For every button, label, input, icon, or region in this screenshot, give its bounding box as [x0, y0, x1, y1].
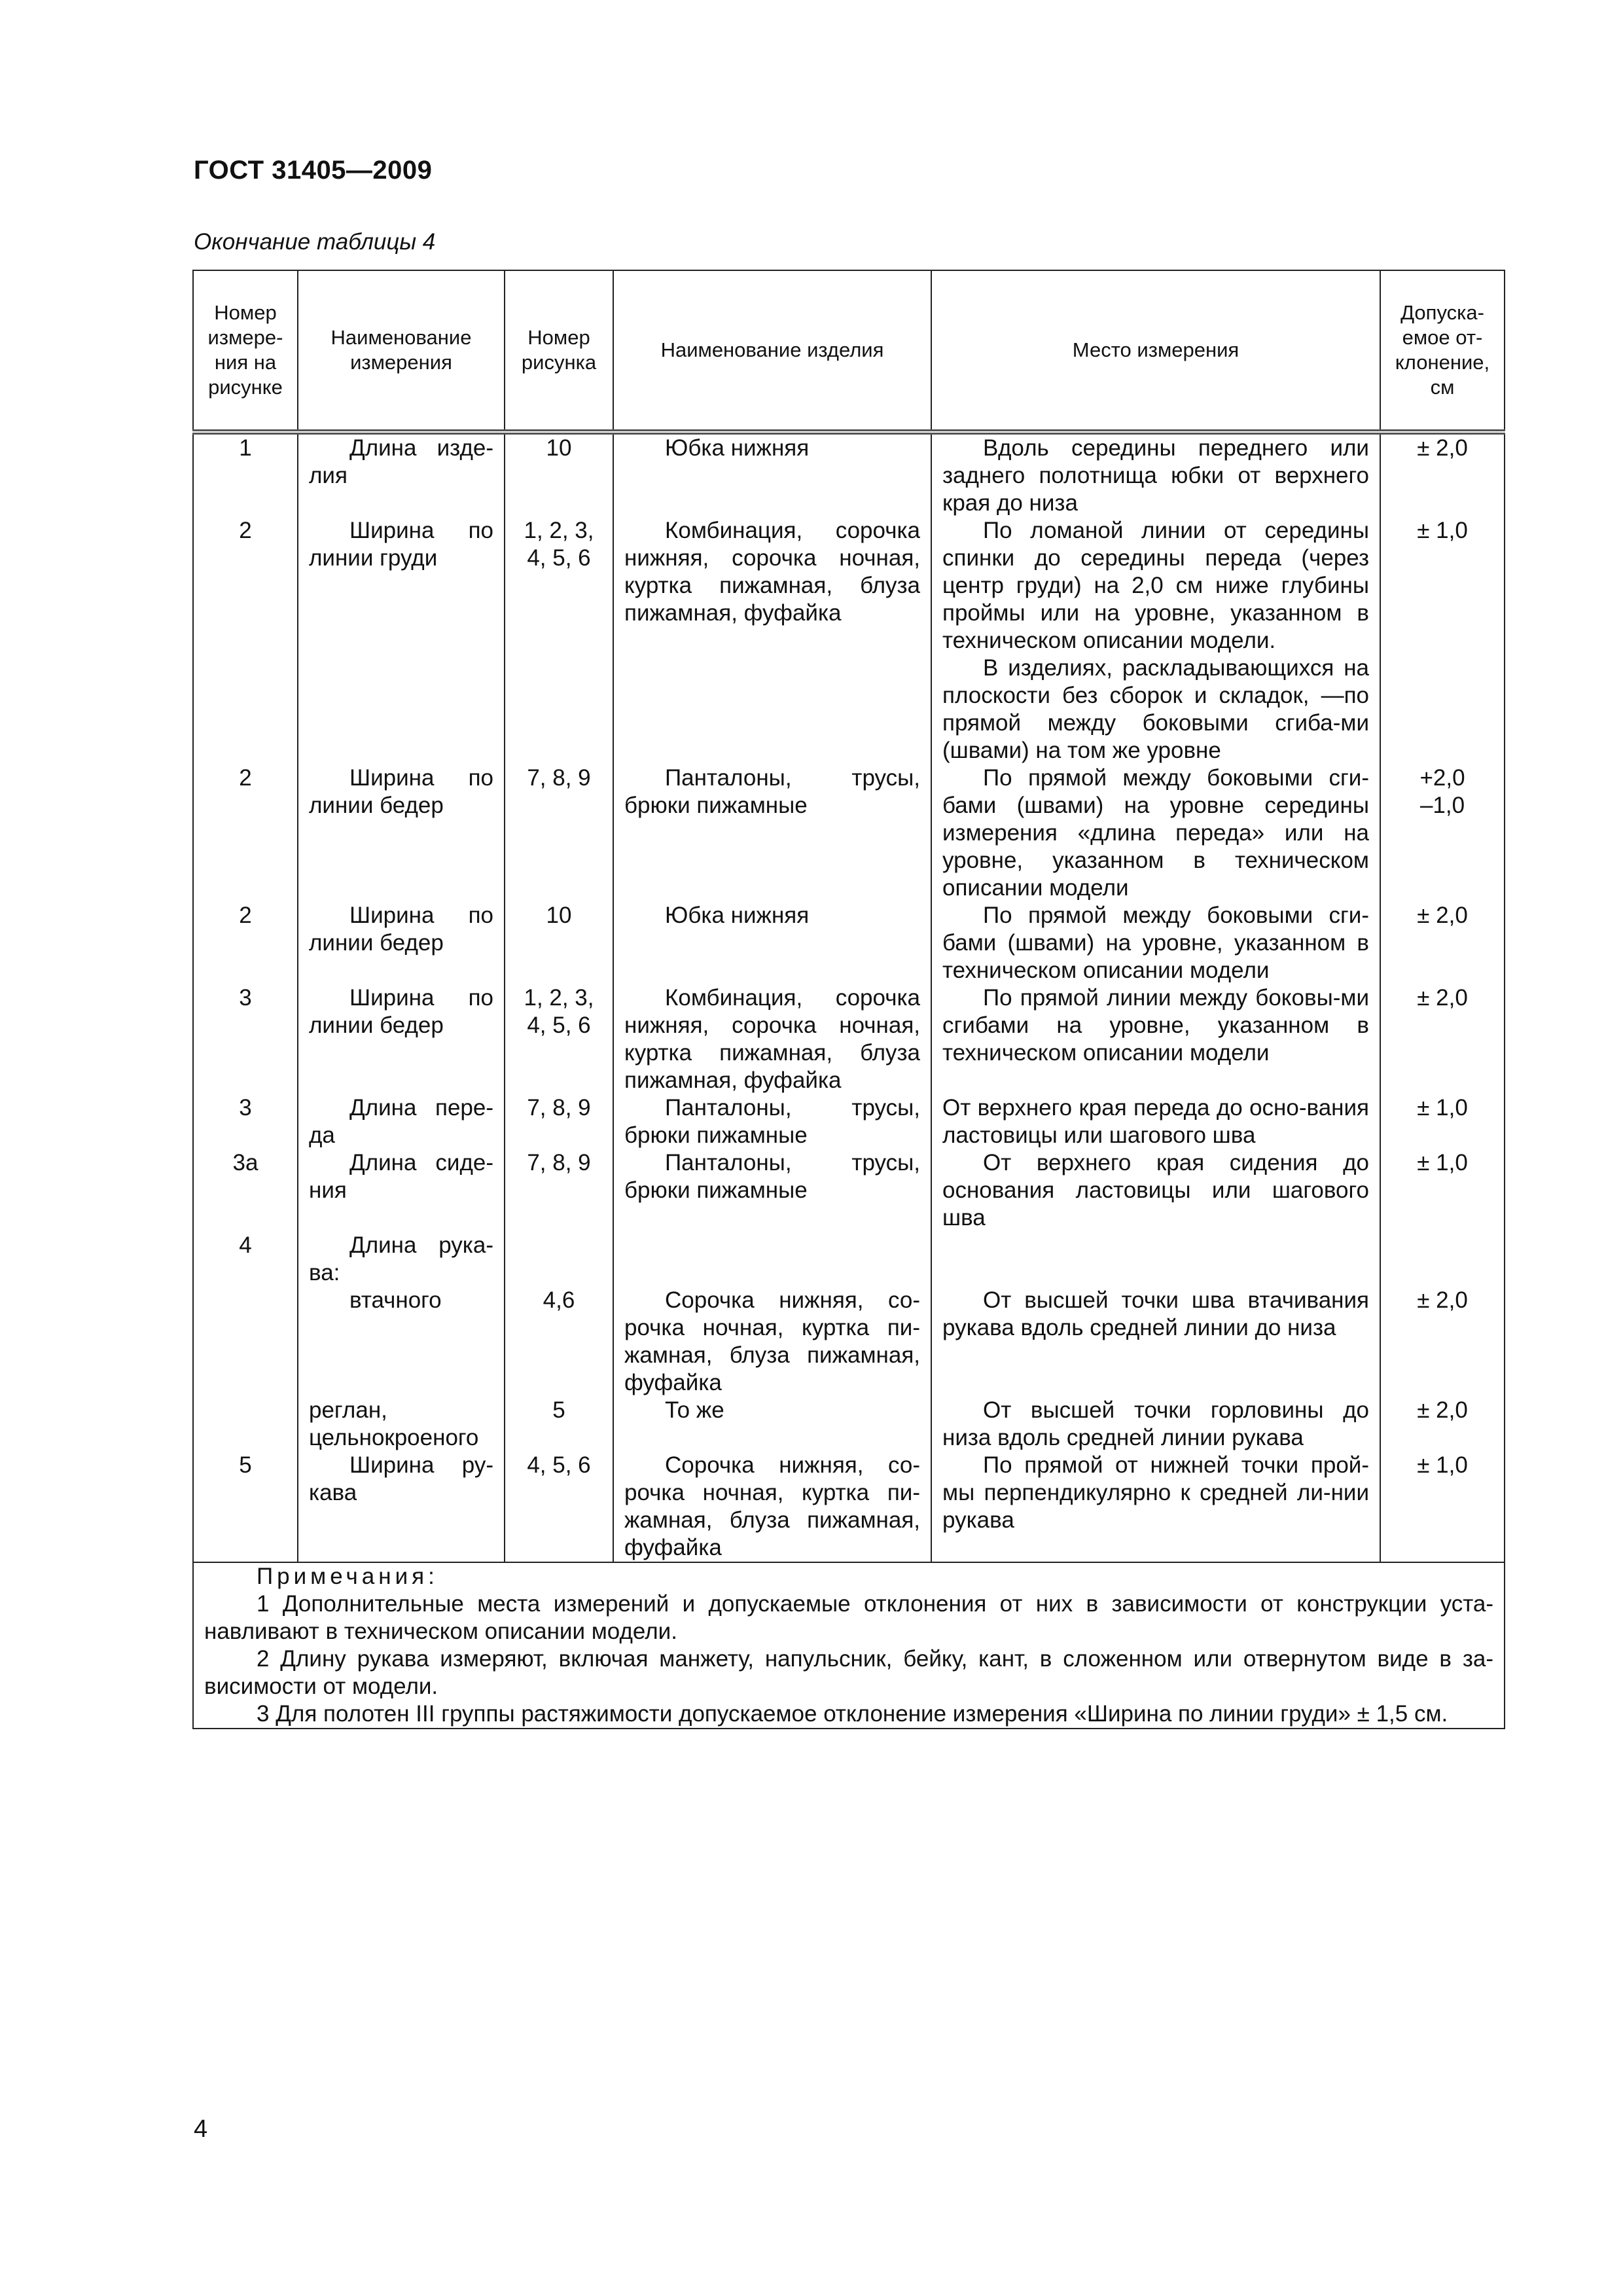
cell-measure-name: реглан, цельнокроеного [298, 1397, 505, 1452]
cell-figure: 4, 5, 6 [505, 1452, 613, 1562]
cell-place: От верхнего края сидения до основания ластовицы или шагового шва [931, 1149, 1380, 1232]
cell-measure-name: Ширина ру-кава [298, 1452, 505, 1562]
cell-number: 5 [193, 1452, 298, 1562]
cell-product: Панталоны, трусы, брюки пижамные [613, 1149, 931, 1232]
table-row [193, 1287, 1505, 1397]
table-row [193, 517, 1505, 764]
document-title: ГОСТ 31405—2009 [194, 156, 433, 185]
cell-measure-name: Длина рука-ва: [298, 1232, 505, 1287]
table-row [193, 764, 1505, 902]
cell-number: 3а [193, 1149, 298, 1232]
cell-tolerance: ± 1,0 [1380, 1452, 1505, 1562]
notes-row [193, 1562, 1505, 1729]
cell-place: Вдоль середины переднего или заднего полотнища юбки от верхнего края до низа [931, 432, 1380, 517]
tolerance-plus: +2,0 [1419, 765, 1465, 791]
cell-measure-name: Ширина по линии бедер [298, 984, 505, 1094]
cell-number: 3 [193, 984, 298, 1094]
cell-number: 2 [193, 764, 298, 902]
cell-tolerance: ± 1,0 [1380, 517, 1505, 764]
cell-number [193, 1397, 298, 1452]
cell-measure-name: Длина пере-да [298, 1094, 505, 1149]
tolerance-minus: –1,0 [1419, 793, 1465, 818]
cell-product: Юбка нижняя [613, 902, 931, 984]
cell-figure: 4,6 [505, 1287, 613, 1397]
page-number: 4 [194, 2115, 208, 2143]
cell-number: 1 [193, 432, 298, 517]
place-paragraph: В изделиях, раскладывающихся на плоскости без сборок и складок, —по прямой между боковыми сгиба-ми (швами) на том же уровне [942, 655, 1369, 763]
cell-tolerance: ± 2,0 [1380, 902, 1505, 984]
table-row [193, 1094, 1505, 1149]
cell-place: От высшей точки горловины до низа вдоль средней линии рукава [931, 1397, 1380, 1452]
header-measure-place: Место измерения [931, 270, 1380, 432]
cell-tolerance: ± 1,0 [1380, 1094, 1505, 1149]
cell-product [613, 1232, 931, 1287]
table-row [193, 984, 1505, 1094]
cell-figure: 1, 2, 3, 4, 5, 6 [505, 517, 613, 764]
cell-figure: 1, 2, 3, 4, 5, 6 [505, 984, 613, 1094]
cell-number: 2 [193, 517, 298, 764]
cell-tolerance [1380, 764, 1505, 902]
notes-block [193, 1562, 1505, 1729]
cell-product: Юбка нижняя [613, 432, 931, 517]
cell-tolerance: ± 1,0 [1380, 1149, 1505, 1232]
header-product-name: Наименование изделия [613, 270, 931, 432]
cell-place [931, 517, 1380, 764]
note-item: 1 Дополнительные места измерений и допускаемые отклонения от них в зависимости от конструкции уста-навливают в техническом описании модели. [204, 1591, 1493, 1644]
cell-figure: 10 [505, 902, 613, 984]
cell-measure-name: Длина сиде-ния [298, 1149, 505, 1232]
cell-product: Комбинация, сорочка нижняя, сорочка ночная, куртка пижамная, блуза пижамная, фуфайка [613, 984, 931, 1094]
table-row [193, 902, 1505, 984]
table-caption: Окончание таблицы 4 [194, 229, 436, 255]
cell-place: По прямой от нижней точки прой-мы перпендикулярно к средней ли-нии рукава [931, 1452, 1380, 1562]
header-measure-number: Номер измере-ния на рисунке [193, 270, 298, 432]
cell-tolerance: ± 2,0 [1380, 984, 1505, 1094]
notes-heading: Примечания: [257, 1564, 438, 1589]
cell-figure: 7, 8, 9 [505, 1094, 613, 1149]
cell-measure-name: Ширина по линии груди [298, 517, 505, 764]
cell-figure: 5 [505, 1397, 613, 1452]
cell-place [931, 1232, 1380, 1287]
cell-place: По прямой между боковыми сги-бами (швами) на уровне середины измерения «длина переда» или на уровне, указанном в техническом описании модели [931, 764, 1380, 902]
cell-tolerance: ± 2,0 [1380, 432, 1505, 517]
header-tolerance: Допуска-емое от-клонение, см [1380, 270, 1505, 432]
cell-product: Сорочка нижняя, со-рочка ночная, куртка пи-жамная, блуза пижамная, фуфайка [613, 1452, 931, 1562]
cell-tolerance [1380, 1232, 1505, 1287]
cell-measure-name: Ширина по линии бедер [298, 902, 505, 984]
cell-measure-name: Длина изде-лия [298, 432, 505, 517]
place-paragraph: По ломаной линии от середины спинки до середины переда (через центр груди) на 2,0 см ниже глубины проймы или на уровне, указанном в техническом описании модели. [942, 518, 1369, 653]
cell-place: По прямой линии между боковы-ми сгибами на уровне, указанном в техническом описании модели [931, 984, 1380, 1094]
cell-measure-name: Ширина по линии бедер [298, 764, 505, 902]
table-row [193, 1232, 1505, 1287]
cell-product: Сорочка нижняя, со-рочка ночная, куртка пи-жамная, блуза пижамная, фуфайка [613, 1287, 931, 1397]
header-figure-number: Номер рисунка [505, 270, 613, 432]
cell-tolerance: ± 2,0 [1380, 1287, 1505, 1397]
cell-place: От высшей точки шва втачивания рукава вдоль средней линии до низа [931, 1287, 1380, 1397]
table-row [193, 1452, 1505, 1562]
cell-product: Панталоны, трусы, брюки пижамные [613, 764, 931, 902]
cell-product: То же [613, 1397, 931, 1452]
table-row [193, 432, 1505, 517]
cell-figure: 7, 8, 9 [505, 1149, 613, 1232]
cell-number: 4 [193, 1232, 298, 1287]
cell-figure: 7, 8, 9 [505, 764, 613, 902]
cell-figure: 10 [505, 432, 613, 517]
cell-number [193, 1287, 298, 1397]
cell-figure [505, 1232, 613, 1287]
cell-place: От верхнего края переда до осно-вания ластовицы или шагового шва [931, 1094, 1380, 1149]
note-item: 2 Длину рукава измеряют, включая манжету, напульсник, бейку, кант, в сложенном или отвернутом виде в за-висимости от модели. [204, 1646, 1493, 1699]
cell-product: Комбинация, сорочка нижняя, сорочка ночная, куртка пижамная, блуза пижамная, фуфайка [613, 517, 931, 764]
table-header-row [193, 270, 1505, 432]
cell-place: По прямой между боковыми сги-бами (швами) на уровне, указанном в техническом описании модели [931, 902, 1380, 984]
cell-measure-name: втачного [298, 1287, 505, 1397]
cell-tolerance: ± 2,0 [1380, 1397, 1505, 1452]
header-measure-name: Наименование измерения [298, 270, 505, 432]
cell-product: Панталоны, трусы, брюки пижамные [613, 1094, 931, 1149]
cell-number: 2 [193, 902, 298, 984]
cell-number: 3 [193, 1094, 298, 1149]
note-item: 3 Для полотен III группы растяжимости допускаемое отклонение измерения «Ширина по линии груди» ± 1,5 см. [257, 1701, 1448, 1727]
table-row [193, 1397, 1505, 1452]
measurements-table [192, 270, 1505, 1729]
table-row [193, 1149, 1505, 1232]
